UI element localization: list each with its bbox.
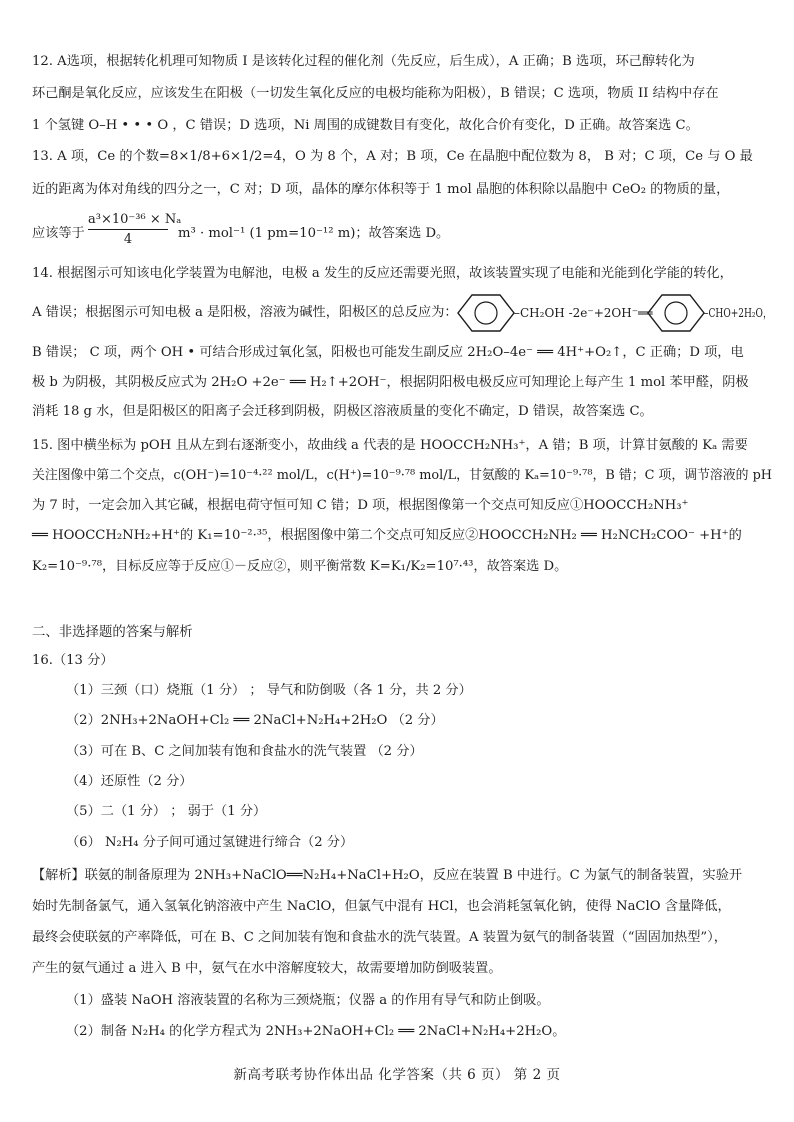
analysis-line-4: 产生的氨气通过 a 进入 B 中，氨气在水中溶解度较大，故需要增加防倒吸装置。: [32, 961, 502, 976]
formula-denominator: 4: [123, 232, 133, 247]
q16-answer-1: （1）三颈（口）烧瓶（1 分） ； 导气和防倒吸（各 1 分，共 2 分）: [66, 683, 472, 698]
q12-line-1: 12. A选项，根据转化机理可知物质 I 是该转化过程的催化剂（先反应，后生成），A 正确；B 选项，环己醇转化为: [32, 54, 695, 69]
benzaldehyde-ring-icon: [646, 291, 706, 335]
q14-line-3: B 错误； C 项，两个 OH • 可结合形成过氧化氢，阳极也可能发生副反应 2H₂O–4e⁻ ══ 4H⁺+O₂↑，C 正确；D 项，电: [32, 345, 744, 360]
q14-line-4: 极 b 为阴极，其阴极反应式为 2H₂O +2e⁻ ══ H₂↑+2OH⁻，根据阴阳极电极反应可知理论上每产生 1 mol 苯甲醛，阴极: [32, 375, 749, 390]
page-footer: 新高考联考协作体出品 化学答案（共 6 页） 第 2 页: [233, 1067, 561, 1083]
q14-line-2-mid: –CH₂OH -2e⁻+2OH⁻══: [514, 306, 653, 320]
analysis-line-2: 始时先制备氯气，通入氢氧化钠溶液中产生 NaClO，但氯气中混有 HCl，也会消耗氢氧化钠，使得 NaClO 含量降低，: [32, 899, 731, 914]
q12-line-3: 1 个氢键 O–H • • • O ，C 错误；D 选项，Ni 周围的成键数目有变化，故化合价有变化，D 正确。故答案选 C。: [32, 118, 699, 133]
formula-numerator: a³×10⁻³⁶ × Nₐ: [88, 212, 168, 230]
q13-line-3-suffix: m³ · mol⁻¹ (1 pm=10⁻¹² m)；故答案选 D。: [178, 226, 450, 241]
q16-answer-5: （5）二（1 分） ； 弱于（1 分）: [66, 804, 267, 819]
analysis-item-2: （2）制备 N₂H₄ 的化学方程式为 2NH₃+2NaOH+Cl₂ ══ 2NaCl+N₂H₄+2H₂O。: [66, 1024, 566, 1039]
q16-title: 16.（13 分）: [32, 653, 114, 668]
molar-volume-formula: [88, 212, 182, 248]
q16-answer-2: （2）2NH₃+2NaOH+Cl₂ ══ 2NaCl+N₂H₄+2H₂O （2 分）: [66, 713, 444, 728]
q14-line-2-suffix: –CHO+2H₂O，: [704, 306, 773, 320]
analysis-item-1: （1）盛装 NaOH 溶液装置的名称为三颈烧瓶；仪器 a 的作用有导气和防止倒吸。: [66, 993, 550, 1008]
q16-answer-4: （4）还原性（2 分）: [66, 774, 193, 789]
q15-line-4: ══ HOOCCH₂NH₂+H⁺的 K₁=10⁻²·³⁵，根据图像中第二个交点可知反应②HOOCCH₂NH₂ ══ H₂NCH₂COO⁻ +H⁺的: [32, 528, 742, 543]
q16-answer-6: （6） N₂H₄ 分子间可通过氢键进行缔合（2 分）: [66, 835, 354, 850]
q14-line-1: 14. 根据图示可知该电化学装置为电解池，电极 a 发生的反应还需要光照，故该装置实现了电能和光能到化学能的转化，: [32, 266, 733, 281]
section-2-title: 二、非选择题的答案与解析: [32, 625, 193, 640]
benzyl-alcohol-ring-icon: [456, 291, 516, 335]
q13-line-3-prefix: 应该等于: [32, 226, 85, 241]
q15-line-2: 关注图像中第二个交点，c(OH⁻)=10⁻⁴·²² mol/L，c(H⁺)=10⁻⁹·⁷⁸ mol/L，甘氨酸的 Kₐ=10⁻⁹·⁷⁸，B 错；C 项，调节溶液的 pH: [32, 468, 773, 483]
analysis-line-3: 最终会使联氨的产率降低，可在 B、C 之间加装有饱和食盐水的洗气装置。A 装置为氨气的制备装置（“固固加热型”），: [32, 930, 727, 945]
q16-answer-3: （3）可在 B、C 之间加装有饱和食盐水的洗气装置 （2 分）: [66, 744, 423, 759]
analysis-line-1: 【解析】联氨的制备原理为 2NH₃+NaClO══N₂H₄+NaCl+H₂O，反应在装置 B 中进行。C 为氯气的制备装置，实验开: [32, 868, 743, 883]
q14-line-2-prefix: A 错误；根据图示可知电极 a 是阳极，溶液为碱性，阳极区的总反应为：: [32, 305, 458, 320]
q15-line-1: 15. 图中横坐标为 pOH 且从左到右逐渐变小，故曲线 a 代表的是 HOOCCH₂NH₃⁺，A 错；B 项，计算甘氨酸的 Kₐ 需要: [32, 438, 748, 453]
q13-line-1: 13. A 项，Ce 的个数=8×1/8+6×1/2=4，O 为 8 个，A 对；B 项，Ce 在晶胞中配位数为 8， B 对；C 项，Ce 与 O 最: [32, 149, 753, 164]
q15-line-5: K₂=10⁻⁹·⁷⁸，目标反应等于反应①－反应②，则平衡常数 K=K₁/K₂=10⁷·⁴³，故答案选 D。: [32, 559, 568, 574]
q13-line-2: 近的距离为体对角线的四分之一，C 对；D 项，晶体的摩尔体积等于 1 mol 晶胞的体积除以晶胞中 CeO₂ 的物质的量，: [32, 182, 730, 197]
q14-line-5: 消耗 18 g 水，但是阳极区的阳离子会迁移到阴极，阴极区溶液质量的变化不确定，D 错误，故答案选 C。: [32, 404, 653, 419]
q12-line-2: 环己酮是氧化反应，应该发生在阳极（一切发生氧化反应的电极均能称为阳极），B 错误；C 选项，物质 II 结构中存在: [32, 86, 719, 101]
q15-line-3: 为 7 时，一定会加入其它碱，根据电荷守恒可知 C 错；D 项，根据图像第一个交点可知反应①HOOCCH₂NH₃⁺: [32, 498, 689, 513]
